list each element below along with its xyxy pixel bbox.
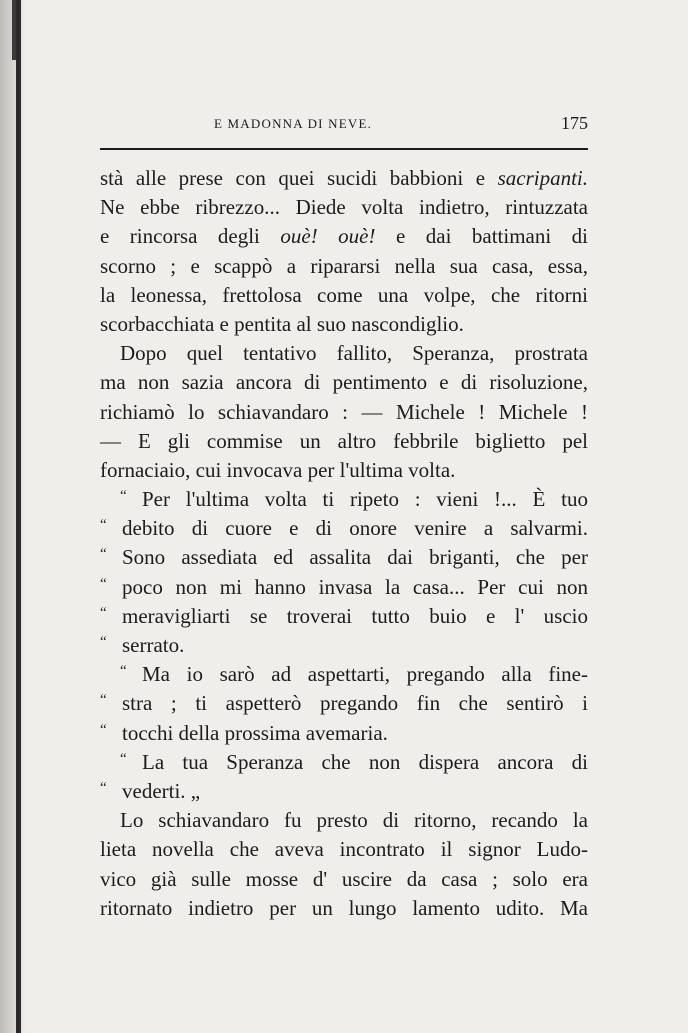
text-line-25: vico già sulle mosse d' uscire da casa ; solo era (100, 866, 588, 891)
text-line-20: “ tocchi della prossima avemaria. (100, 719, 588, 748)
quote-mark: “ (100, 779, 107, 796)
text-line-5: la leonessa, frettolosa come una volpe, che ritorni (100, 282, 588, 307)
text-line-2: Ne ebbe ribrezzo... Diede volta indietro, rintuzzata (100, 195, 588, 220)
text-line-1: stà alle prese con quei sucidi babbioni e sacripanti. (100, 166, 588, 190)
text-line-7: Dopo quel tentativo fallito, Speranza, prostrata (120, 341, 588, 366)
quote-mark: “ (100, 604, 107, 621)
body-text (100, 164, 588, 923)
text-line-11: fornaciaio, cui invocava per l'ultima volta. (100, 457, 456, 482)
text-line-26: ritornato indietro per un lungo lamento udito. Ma (100, 895, 588, 920)
quote-mark: “ (120, 663, 127, 680)
text-line-6: scorbacchiata e pentita al suo nascondiglio. (100, 311, 464, 336)
quote-mark: “ (100, 721, 107, 738)
quote-mark: “ (120, 750, 127, 767)
text-line-16: “ meravigliarti se troverai tutto buio e l' uscio (100, 602, 588, 631)
quote-mark: “ (100, 634, 107, 650)
text-line-9: richiamò lo schiavandaro : — Michele ! Michele ! (100, 399, 588, 424)
text-line-19: “ stra ; ti aspetterò pregando fin che sentirò i (100, 689, 588, 718)
binding-edge (16, 0, 21, 1033)
text-line-4: scorno ; e scappò a ripararsi nella sua casa, essa, (100, 253, 588, 278)
running-header: E MADONNA DI NEVE. (213, 116, 373, 131)
text-line-12: “ Per l'ultima volta ti ripeto : vieni !... È tuo (100, 485, 588, 514)
text-line-8: ma non sazia ancora di pentimento e di risoluzione, (100, 370, 588, 395)
header-rule (100, 148, 588, 150)
quote-mark: “ (100, 546, 107, 563)
text-line-21: “ La tua Speranza che non dispera ancora di (100, 748, 588, 777)
text-line-18: “ Ma io sarò ad aspettarti, pregando alla fine- (100, 660, 588, 689)
quote-mark: “ (100, 692, 107, 709)
text-line-17: “ serrato. (100, 631, 588, 660)
page-gutter-shadow (0, 0, 26, 1033)
quote-mark: “ (100, 517, 107, 534)
quote-mark: “ (100, 575, 107, 592)
text-line-3: e rincorsa degli ouè! ouè! e dai battimani di (100, 224, 588, 249)
text-line-10: — E gli commise un altro febbrile biglietto pel (100, 428, 588, 453)
quote-mark: “ (120, 488, 127, 505)
text-line-13: “ debito di cuore e di onore venire a salvarmi. (100, 514, 588, 543)
text-line-15: “ poco non mi hanno invasa la casa... Per cui non (100, 573, 588, 602)
text-line-24: lieta novella che aveva incontrato il signor Ludo- (100, 837, 588, 862)
text-line-22: “ vederti. „ (100, 777, 588, 806)
text-line-14: “ Sono assediata ed assalita dai briganti, che per (100, 543, 588, 572)
text-line-23: Lo schiavandaro fu presto di ritorno, recando la (120, 808, 588, 833)
page-number: 175 (561, 113, 588, 133)
